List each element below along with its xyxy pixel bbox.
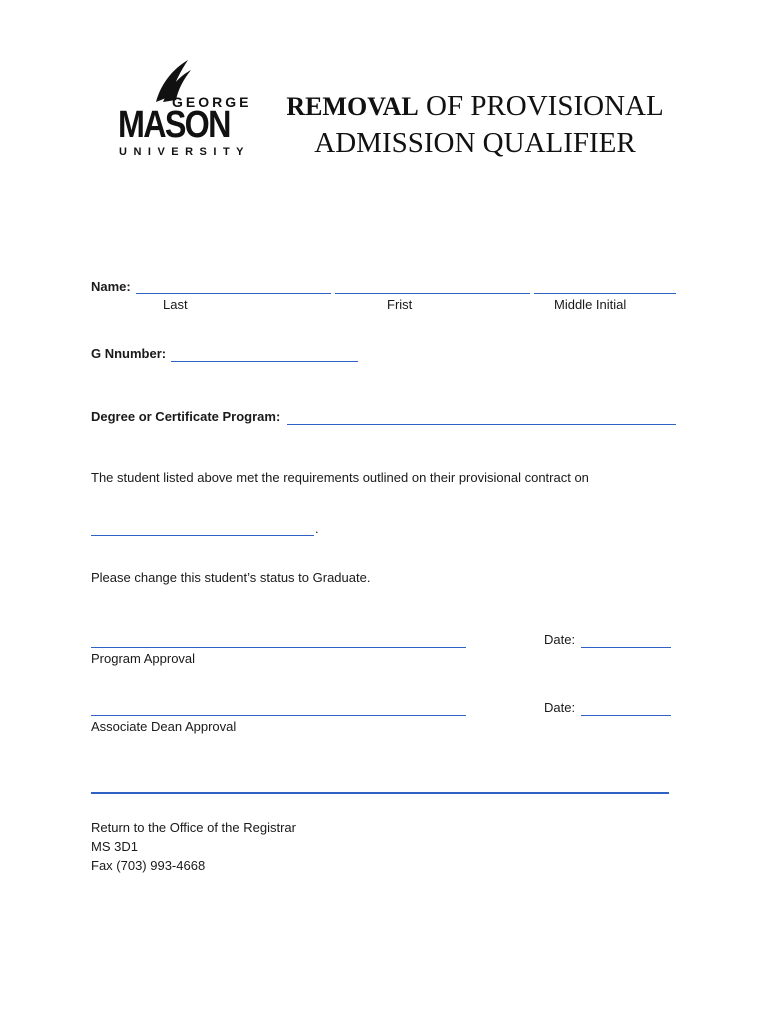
title-removal: REMOVAL: [286, 92, 419, 121]
logo-mason: MASON: [118, 104, 230, 146]
dean-approval-date-field[interactable]: [581, 715, 671, 716]
contract-date-field[interactable]: [91, 535, 314, 536]
middle-initial-field[interactable]: [534, 293, 676, 294]
form-title: [270, 88, 680, 161]
first-name-field[interactable]: [335, 293, 530, 294]
return-address-line-2: MS 3D1: [91, 839, 138, 854]
statement-period: .: [315, 521, 319, 536]
requirements-statement: The student listed above met the requirements outlined on their provisional contract on: [91, 470, 589, 485]
name-label: Name:: [91, 279, 131, 294]
title-line-1: [270, 88, 680, 125]
gnumber-label: G Nnumber:: [91, 346, 167, 361]
program-approval-label: Program Approval: [91, 651, 196, 666]
return-address-line-3: Fax (703) 993-4668: [91, 858, 206, 873]
program-field[interactable]: [287, 424, 676, 425]
university-logo: [116, 58, 256, 160]
middle-initial-label: Middle Initial: [554, 297, 627, 312]
first-label: Frist: [387, 297, 413, 312]
last-label: Last: [163, 297, 188, 312]
title-line-2: ADMISSION QUALIFIER: [314, 127, 636, 159]
return-address-line-1: Return to the Office of the Registrar: [91, 820, 296, 835]
program-label: Degree or Certificate Program:: [91, 409, 281, 424]
gnumber-field[interactable]: [171, 361, 358, 362]
dean-approval-label: Associate Dean Approval: [91, 719, 237, 734]
dean-approval-signature-field[interactable]: [91, 715, 466, 716]
last-name-field[interactable]: [136, 293, 331, 294]
section-divider: [91, 792, 669, 794]
date-label-2: Date:: [544, 700, 576, 715]
status-change-text: Please change this student’s status to Graduate.: [91, 570, 371, 585]
program-approval-date-field[interactable]: [581, 647, 671, 648]
date-label-1: Date:: [544, 632, 576, 647]
logo-george: GEORGE: [172, 94, 252, 110]
logo-university: UNIVERSITY: [119, 146, 251, 158]
title-provisional: OF PROVISIONAL: [418, 90, 664, 122]
program-approval-signature-field[interactable]: [91, 647, 466, 648]
